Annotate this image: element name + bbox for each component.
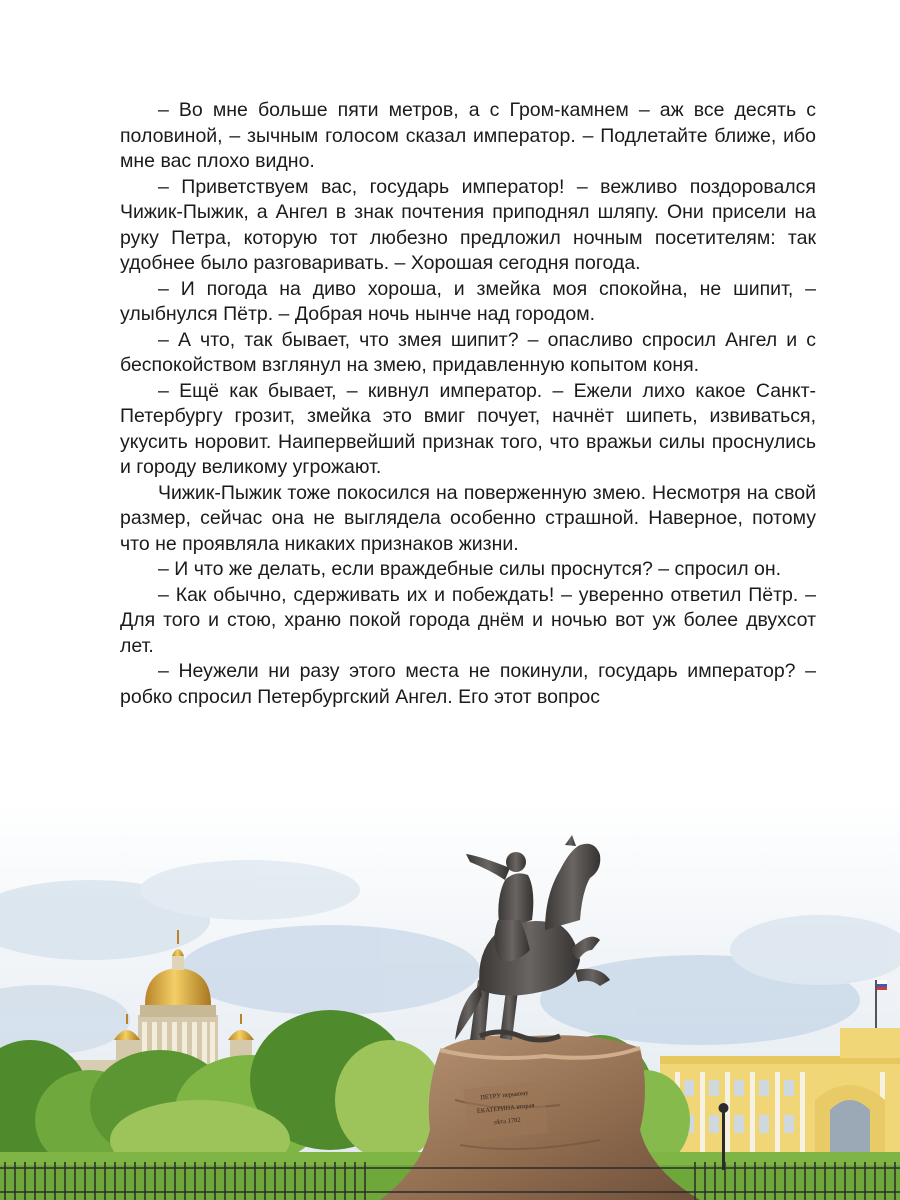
plaque-line: лѣта 1782 [493,1116,521,1127]
paragraph: – Неужели ни разу этого места не покинули, государь император? – робко спросил Петербургский Ангел. Его этот вопрос [120,660,816,708]
paragraph: Чижик-Пыжик тоже покосился на поверженную змею. Несмотря на свой размер, сейчас она не выглядела особенно страшной. Наверное, потому что не проявляла никаких признаков жизни. [120,481,816,555]
paragraph: – Приветствуем вас, государь император! – вежливо поздоровался Чижик-Пыжик, а Ангел в знак почтения приподнял шляпу. Они присели на руку Петра, которую тот любезно предложил ночным посетителям: так удобнее было разговаривать. – Хорошая сегодня погода. [120,175,816,274]
plaque-line: ПЕТРУ перьвому [479,1089,529,1102]
page-text [120,98,816,710]
paragraph: – Во мне больше пяти метров, а с Гром-камнем – аж все десять с половиной, – зычным голосом сказал император. – Подлетайте ближе, ибо мне вас плохо видно. [120,99,816,172]
paragraph: – А что, так бывает, что змея шипит? – опасливо спросил Ангел и с беспокойством взглянул на змею, придавленную копытом коня. [120,328,816,376]
paragraph: – И погода на диво хороша, и змейка моя спокойна, не шипит, – улыбнулся Пётр. – Добрая ночь нынче над городом. [120,277,816,325]
paragraph: – И что же делать, если враждебные силы проснутся? – спросил он. [158,558,782,580]
paragraph: – Ещё как бывает, – кивнул император. – Ежели лихо какое Санкт-Петербургу грозит, змейка это вмиг почует, начнёт шипеть, извиваться, укусить норовит. Наипервейший признак того, что вражьи силы проснулись и городу великому угрожают. [120,379,816,478]
bronze-horseman-illustration [0,800,900,1200]
plaque-line: ЕКАТЕРИНА вторая [476,1102,535,1116]
paragraph: – Как обычно, сдерживать их и побеждать! – уверенно ответил Пётр. – Для того и стою, храню покой города днём и ночью вот уж более двухсот лет. [120,583,816,657]
